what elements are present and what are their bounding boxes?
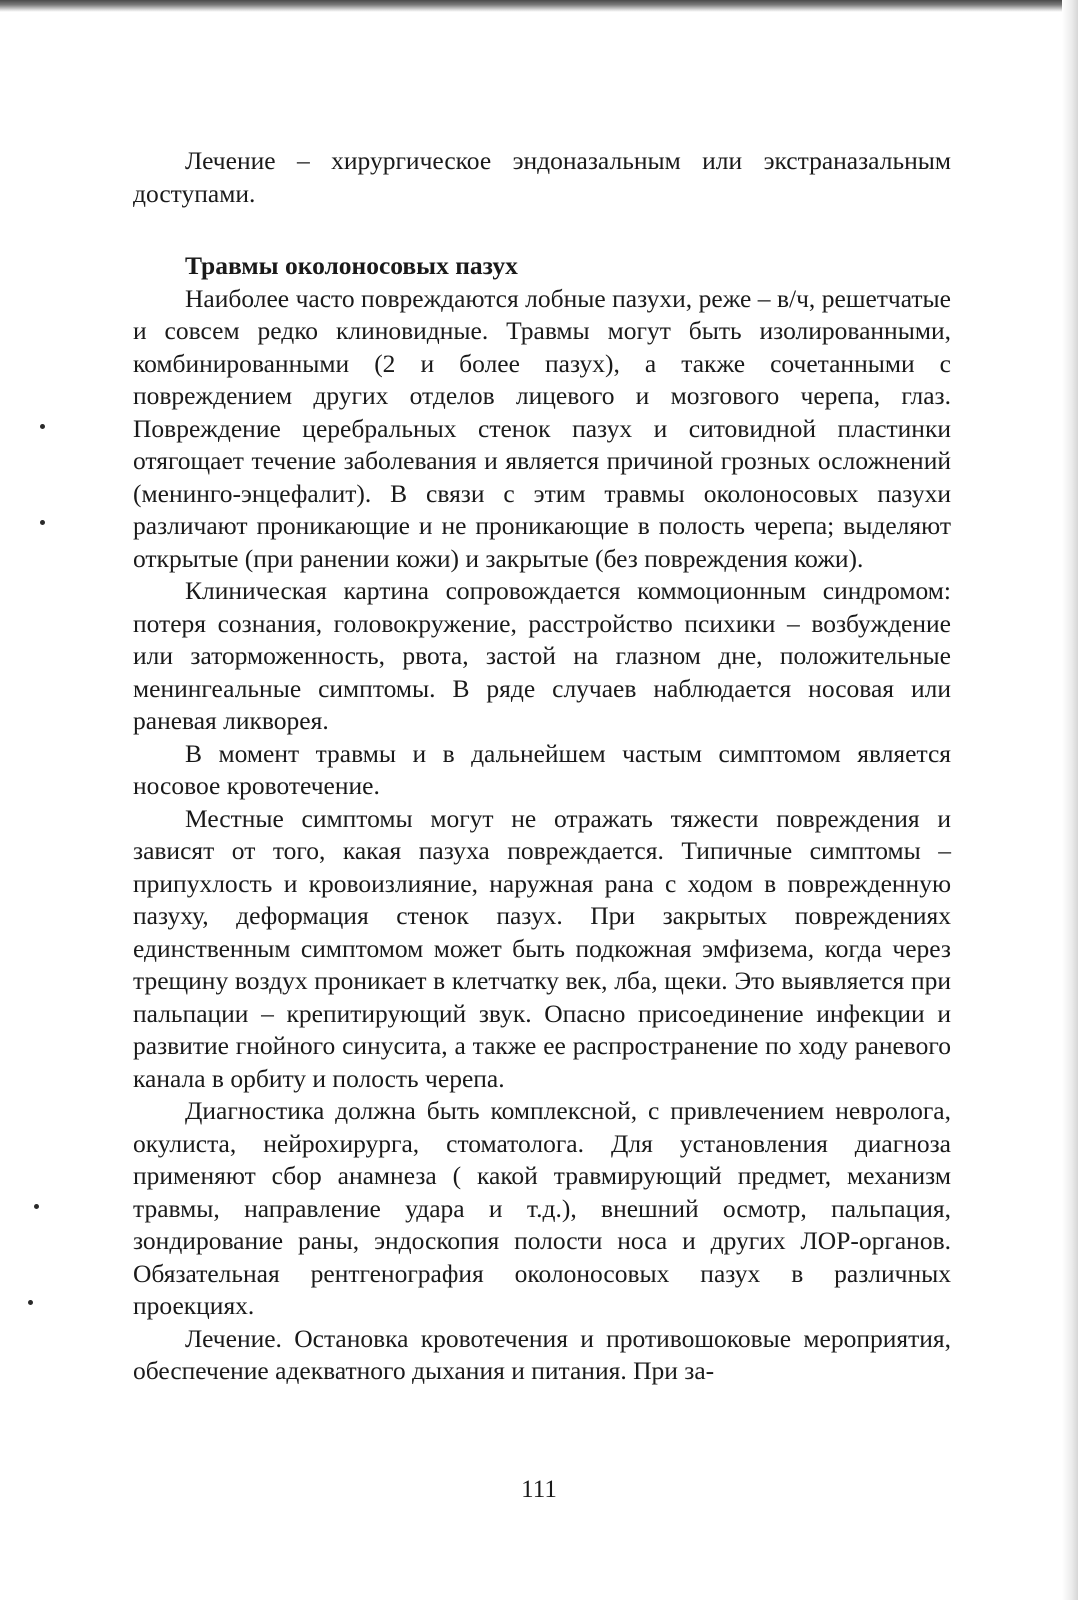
scan-speck xyxy=(40,424,45,429)
body-paragraph: Лечение. Остановка кровотечения и противошоковые мероприятия, обеспечение адекватного дыхания и питания. При за- xyxy=(133,1323,951,1385)
scan-speck xyxy=(28,1300,33,1305)
body-paragraph: Местные симптомы могут не отражать тяжести повреждения и зависят от того, какая пазуха повреждается. Типичные симптомы – припухлость и кровоизлияние, наружная рана с ходом в поврежденную пазуху, деформация стенок пазух. При закрытых повреждениях единственным симптомом может быть подкожная эмфизема, когда через трещину воздух проникает в клетчатку век, лба, щеки. Это выявляется при пальпации – крепитирующий звук. Опасно присоединение инфекции и развитие гнойного синусита, а также ее распространение по ходу раневого канала в орбиту и полость черепа. xyxy=(133,803,951,1093)
body-paragraph: Диагностика должна быть комплексной, с привлечением невролога, окулиста, нейрохирурга, стоматолога. Для установления диагноза применяют сбор анамнеза ( какой травмирующий предмет, механизм травмы, направление удара и т.д.), внешний осмотр, пальпация, зондирование раны, эндоскопия полости носа и других ЛОР-органов. Обязательная рентгенография околоносовых пазух в различных проекциях. xyxy=(133,1096,951,1320)
section-heading: Травмы околоносовых пазух xyxy=(185,251,518,280)
body-paragraph: Наиболее часто повреждаются лобные пазухи, реже – в/ч, решетчатые и совсем редко клиновидные. Травмы могут быть изолированными, комбинированными (2 и более пазух), а также сочетанными с повреждением других отделов лицевого и мозгового черепа, глаз. Повреждение церебральных стенок пазух и ситовидной пластинки отягощает течение заболевания и является причиной грозных осложнений (менинго-энцефалит). В связи с этим травмы околоносовых пазухи различают проникающие и не проникающие в полость черепа; выделяют открытые (при ранении кожи) и закрытые (без повреждения кожи). xyxy=(133,283,951,573)
body-paragraph: Клиническая картина сопровождается коммоционным синдромом: потеря сознания, головокружение, расстройство психики – возбуждение или заторможенность, рвота, застой на глазном дне, положительные менингеальные симптомы. В ряде случаев наблюдается носовая или раневая ликворея. xyxy=(133,576,951,735)
scan-speck xyxy=(40,520,45,525)
scan-speck xyxy=(34,1204,39,1209)
page-body xyxy=(133,145,951,1388)
scan-top-shadow xyxy=(0,0,1078,12)
page-number: 111 xyxy=(521,1476,557,1503)
body-paragraph: В момент травмы и в дальнейшем частым симптомом является носовое кровотечение. xyxy=(133,738,951,800)
intro-paragraph: Лечение – хирургическое эндоназальным или экстраназальным доступами. xyxy=(133,146,951,208)
scan-right-edge xyxy=(1062,0,1078,1600)
